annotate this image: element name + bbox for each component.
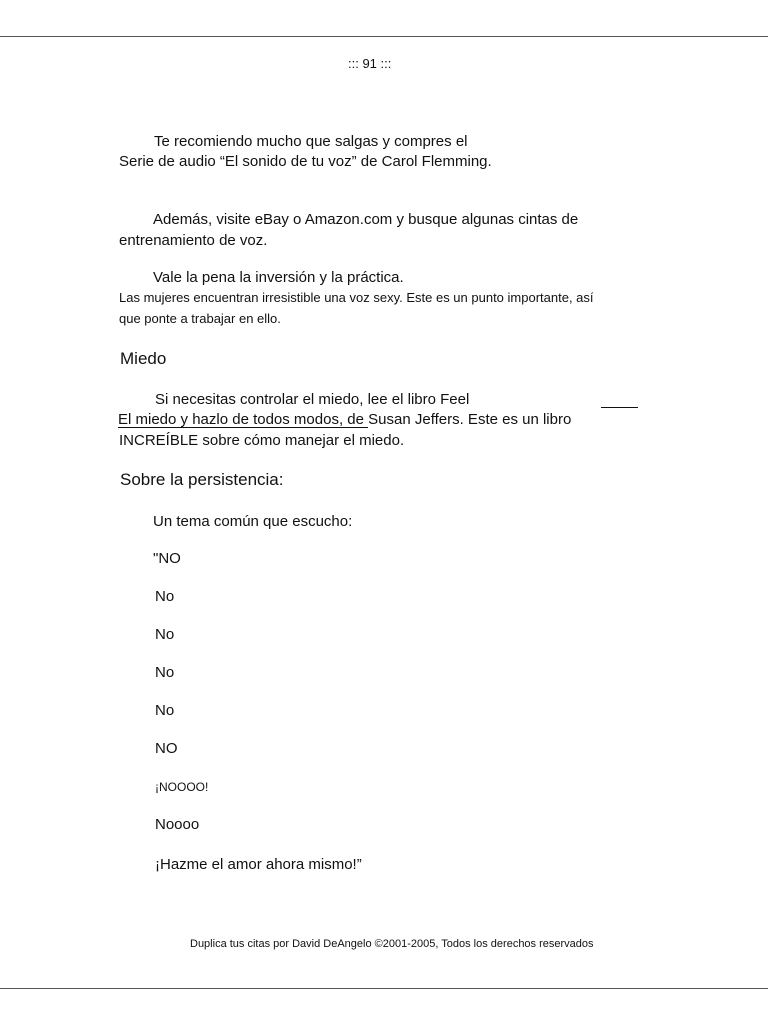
paragraph-3-line-1: Vale la pena la inversión y la práctica. bbox=[153, 269, 404, 286]
fear-line-1: Si necesitas controlar el miedo, lee el libro Feel bbox=[155, 391, 470, 408]
top-rule bbox=[0, 36, 768, 37]
paragraph-1-line-2: Serie de audio “El sonido de tu voz” de Carol Flemming. bbox=[119, 153, 492, 170]
paragraph-2-line-2: entrenamiento de voz. bbox=[119, 232, 268, 249]
response-line: ¡NOOOO! bbox=[155, 780, 209, 794]
persistence-intro: Un tema común que escucho: bbox=[153, 513, 353, 530]
response-line: NO bbox=[155, 740, 178, 757]
response-line: ¡Hazme el amor ahora mismo!” bbox=[155, 856, 362, 873]
response-line: No bbox=[155, 664, 175, 681]
paragraph-1-line-1: Te recomiendo mucho que salgas y compres el bbox=[154, 133, 468, 150]
paragraph-3-line-3: que ponte a trabajar en ello. bbox=[119, 311, 281, 326]
bottom-rule bbox=[0, 988, 768, 989]
response-line: No bbox=[155, 626, 175, 643]
paragraph-2-line-1: Además, visite eBay o Amazon.com y busque algunas cintas de bbox=[153, 211, 579, 228]
response-line: No bbox=[155, 588, 175, 605]
book-title-underlined: El miedo y hazlo de todos modos, de bbox=[118, 411, 369, 428]
response-line: No bbox=[155, 702, 175, 719]
fear-line-2 bbox=[118, 412, 571, 427]
response-line: "NO bbox=[153, 550, 181, 567]
persistence-heading: Sobre la persistencia: bbox=[120, 470, 284, 489]
book-title-underline bbox=[118, 427, 368, 428]
fear-line-3: INCREÍBLE sobre cómo manejar el miedo. bbox=[119, 432, 405, 449]
fear-line-2-rest: Susan Jeffers. Este es un libro bbox=[368, 411, 572, 428]
page-number: ::: 91 ::: bbox=[348, 56, 392, 71]
fear-heading: Miedo bbox=[120, 349, 167, 368]
paragraph-3-line-2: Las mujeres encuentran irresistible una voz sexy. Este es un punto importante, así bbox=[119, 290, 594, 305]
footer-copyright: Duplica tus citas por David DeAngelo ©2001-2005, Todos los derechos reservados bbox=[190, 938, 594, 950]
blank-line bbox=[601, 407, 638, 408]
response-line: Noooo bbox=[155, 816, 200, 833]
